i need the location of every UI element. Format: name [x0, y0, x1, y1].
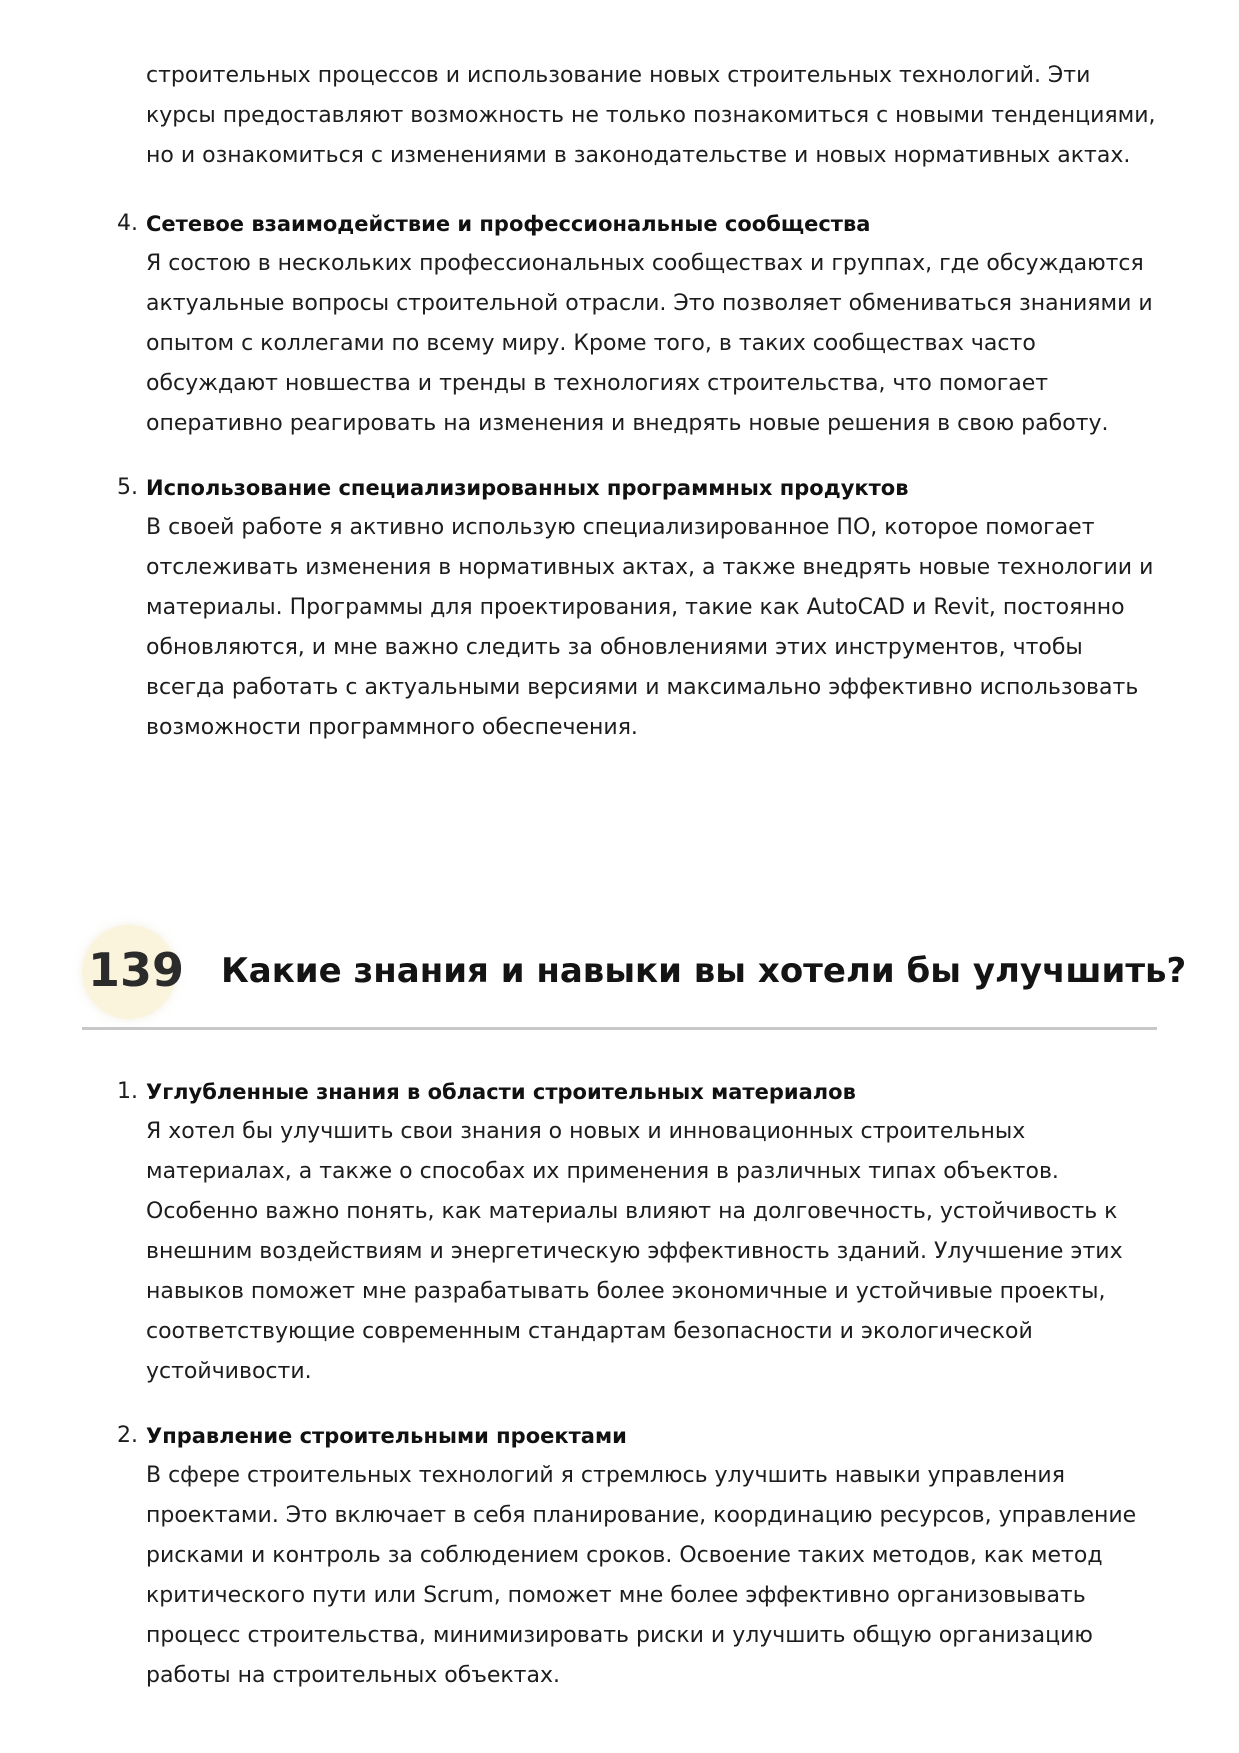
question-number-badge	[82, 925, 185, 1019]
previous-answer-list	[116, 204, 1166, 772]
list-item-body: В сфере строительных технологий я стремлюсь улучшить навыки управления проектами. Это включает в себя планирование, координацию ресурсов, управление рисками и контроль за соблюдением сроков. Освоение таких методов, как метод критического пути или Scrum, поможет мне более эффективно организовывать процесс строительства, минимизировать риски и улучшить общую организацию работы на строительных объектах.	[146, 1463, 1137, 1688]
list-item-number: 2.	[117, 1423, 138, 1448]
list-item	[116, 468, 1166, 748]
list-item-title: Использование специализированных программных продуктов	[146, 476, 909, 500]
list-item-number: 1.	[117, 1079, 138, 1104]
list-item-body: Я хотел бы улучшить свои знания о новых и инновационных строительных материалах, а также о способах их применения в различных типах объектов. Особенно важно понять, как материалы влияют на долговечность, устойчивость к внешним воздействиям и энергетическую эффективность зданий. Улучшение этих навыков поможет мне разрабатывать более экономичные и устойчивые проекты, соответствующие современным стандартам безопасности и экологической устойчивости.	[146, 1119, 1123, 1384]
list-item-title: Сетевое взаимодействие и профессиональные сообщества	[146, 212, 871, 236]
list-item-title: Углубленные знания в области строительных материалов	[146, 1080, 856, 1104]
list-item-body: В своей работе я активно использую специализированное ПО, которое помогает отслеживать изменения в нормативных актах, а также внедрять новые технологии и материалы. Программы для проектирования, такие как AutoCAD и Revit, постоянно обновляются, и мне важно следить за обновлениями этих инструментов, чтобы всегда работать с актуальными версиями и максимально эффективно использовать возможности программного обеспечения.	[146, 515, 1154, 740]
list-item	[116, 1416, 1166, 1696]
continuation-paragraph: строительных процессов и использование новых строительных технологий. Эти курсы предоставляют возможность не только познакомиться с новыми тенденциями, но и ознакомиться с изменениями в законодательстве и новых нормативных актах.	[146, 63, 1156, 168]
list-item-title: Управление строительными проектами	[146, 1424, 627, 1448]
list-item	[116, 1072, 1166, 1392]
answer-list	[116, 1072, 1166, 1720]
list-item	[116, 204, 1166, 444]
question-number: 139	[88, 943, 185, 997]
list-item-number: 4.	[117, 211, 138, 236]
question-title: Какие знания и навыки вы хотели бы улучшить?	[221, 951, 1187, 991]
question-heading	[82, 925, 1187, 1030]
list-item-body: Я состою в нескольких профессиональных сообществах и группах, где обсуждаются актуальные вопросы строительной отрасли. Это позволяет обмениваться знаниями и опытом с коллегами по всему миру. Кроме того, в таких сообществах часто обсуждают новшества и тренды в технологиях строительства, что помогает оперативно реагировать на изменения и внедрять новые решения в свою работу.	[146, 251, 1153, 436]
list-item-number: 5.	[117, 475, 138, 500]
